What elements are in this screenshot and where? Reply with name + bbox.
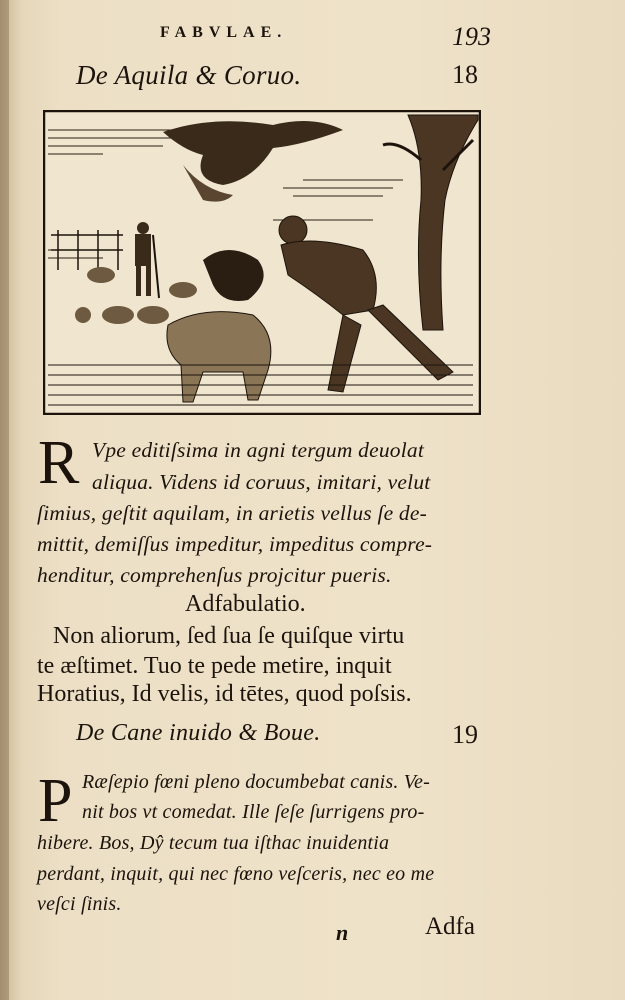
dropcap-r: R	[38, 429, 80, 497]
woodcut-illustration	[43, 110, 481, 415]
fable-19-line-1: Ræſepio fœni pleno documbebat canis. Ve-	[82, 771, 430, 793]
fable-19-line-5: veſci ſinis.	[37, 893, 122, 915]
fable-18-line-1: Vpe editiſsima in agni tergum deuolat	[92, 438, 425, 462]
dropcap-p: P	[38, 767, 73, 835]
page-gutter	[0, 0, 9, 1000]
fable-19-title: De Cane inuido & Boue.	[76, 720, 321, 746]
moral-line-2: te æſtimet. Tuo te pede metire, inquit	[37, 653, 392, 679]
running-title: FABVLAE.	[160, 24, 288, 41]
fable-18-line-5: henditur, comprehenſus projcitur pueris.	[37, 563, 392, 587]
fable-18-line-4: mittit, demiſſus impeditur, impeditus compre-	[37, 532, 433, 556]
moral-line-3: Horatius, Id velis, id tētes, quod poſsis.	[37, 681, 412, 707]
fable-19-line-3: hibere. Bos, Dŷ tecum tua iſthac inuidentia	[37, 832, 390, 854]
catchword: Adfa	[425, 913, 475, 940]
fable-19-number: 19	[452, 720, 478, 749]
fable-18-line-3: ſimius, geſtit aquilam, in arietis vellus ſe de-	[37, 501, 427, 525]
fable-18-line-2: aliqua. Videns id coruus, imitari, velut	[92, 470, 431, 494]
signature-mark: n	[336, 920, 349, 945]
running-head	[0, 24, 625, 54]
page-number: 193	[452, 22, 491, 51]
fable-19-line-2: nit bos vt comedat. Ille ſeſe ſurrigens pro-	[82, 801, 425, 823]
fable-19-line-4: perdant, inquit, qui nec fœno veſceris, nec eo me	[37, 863, 435, 885]
fable-18-title: De Aquila & Coruo.	[76, 60, 302, 90]
moral-heading: Adfabulatio.	[185, 591, 306, 617]
fable-18-number: 18	[452, 60, 478, 89]
moral-line-1: Non aliorum, ſed ſua ſe quiſque virtu	[53, 623, 405, 649]
